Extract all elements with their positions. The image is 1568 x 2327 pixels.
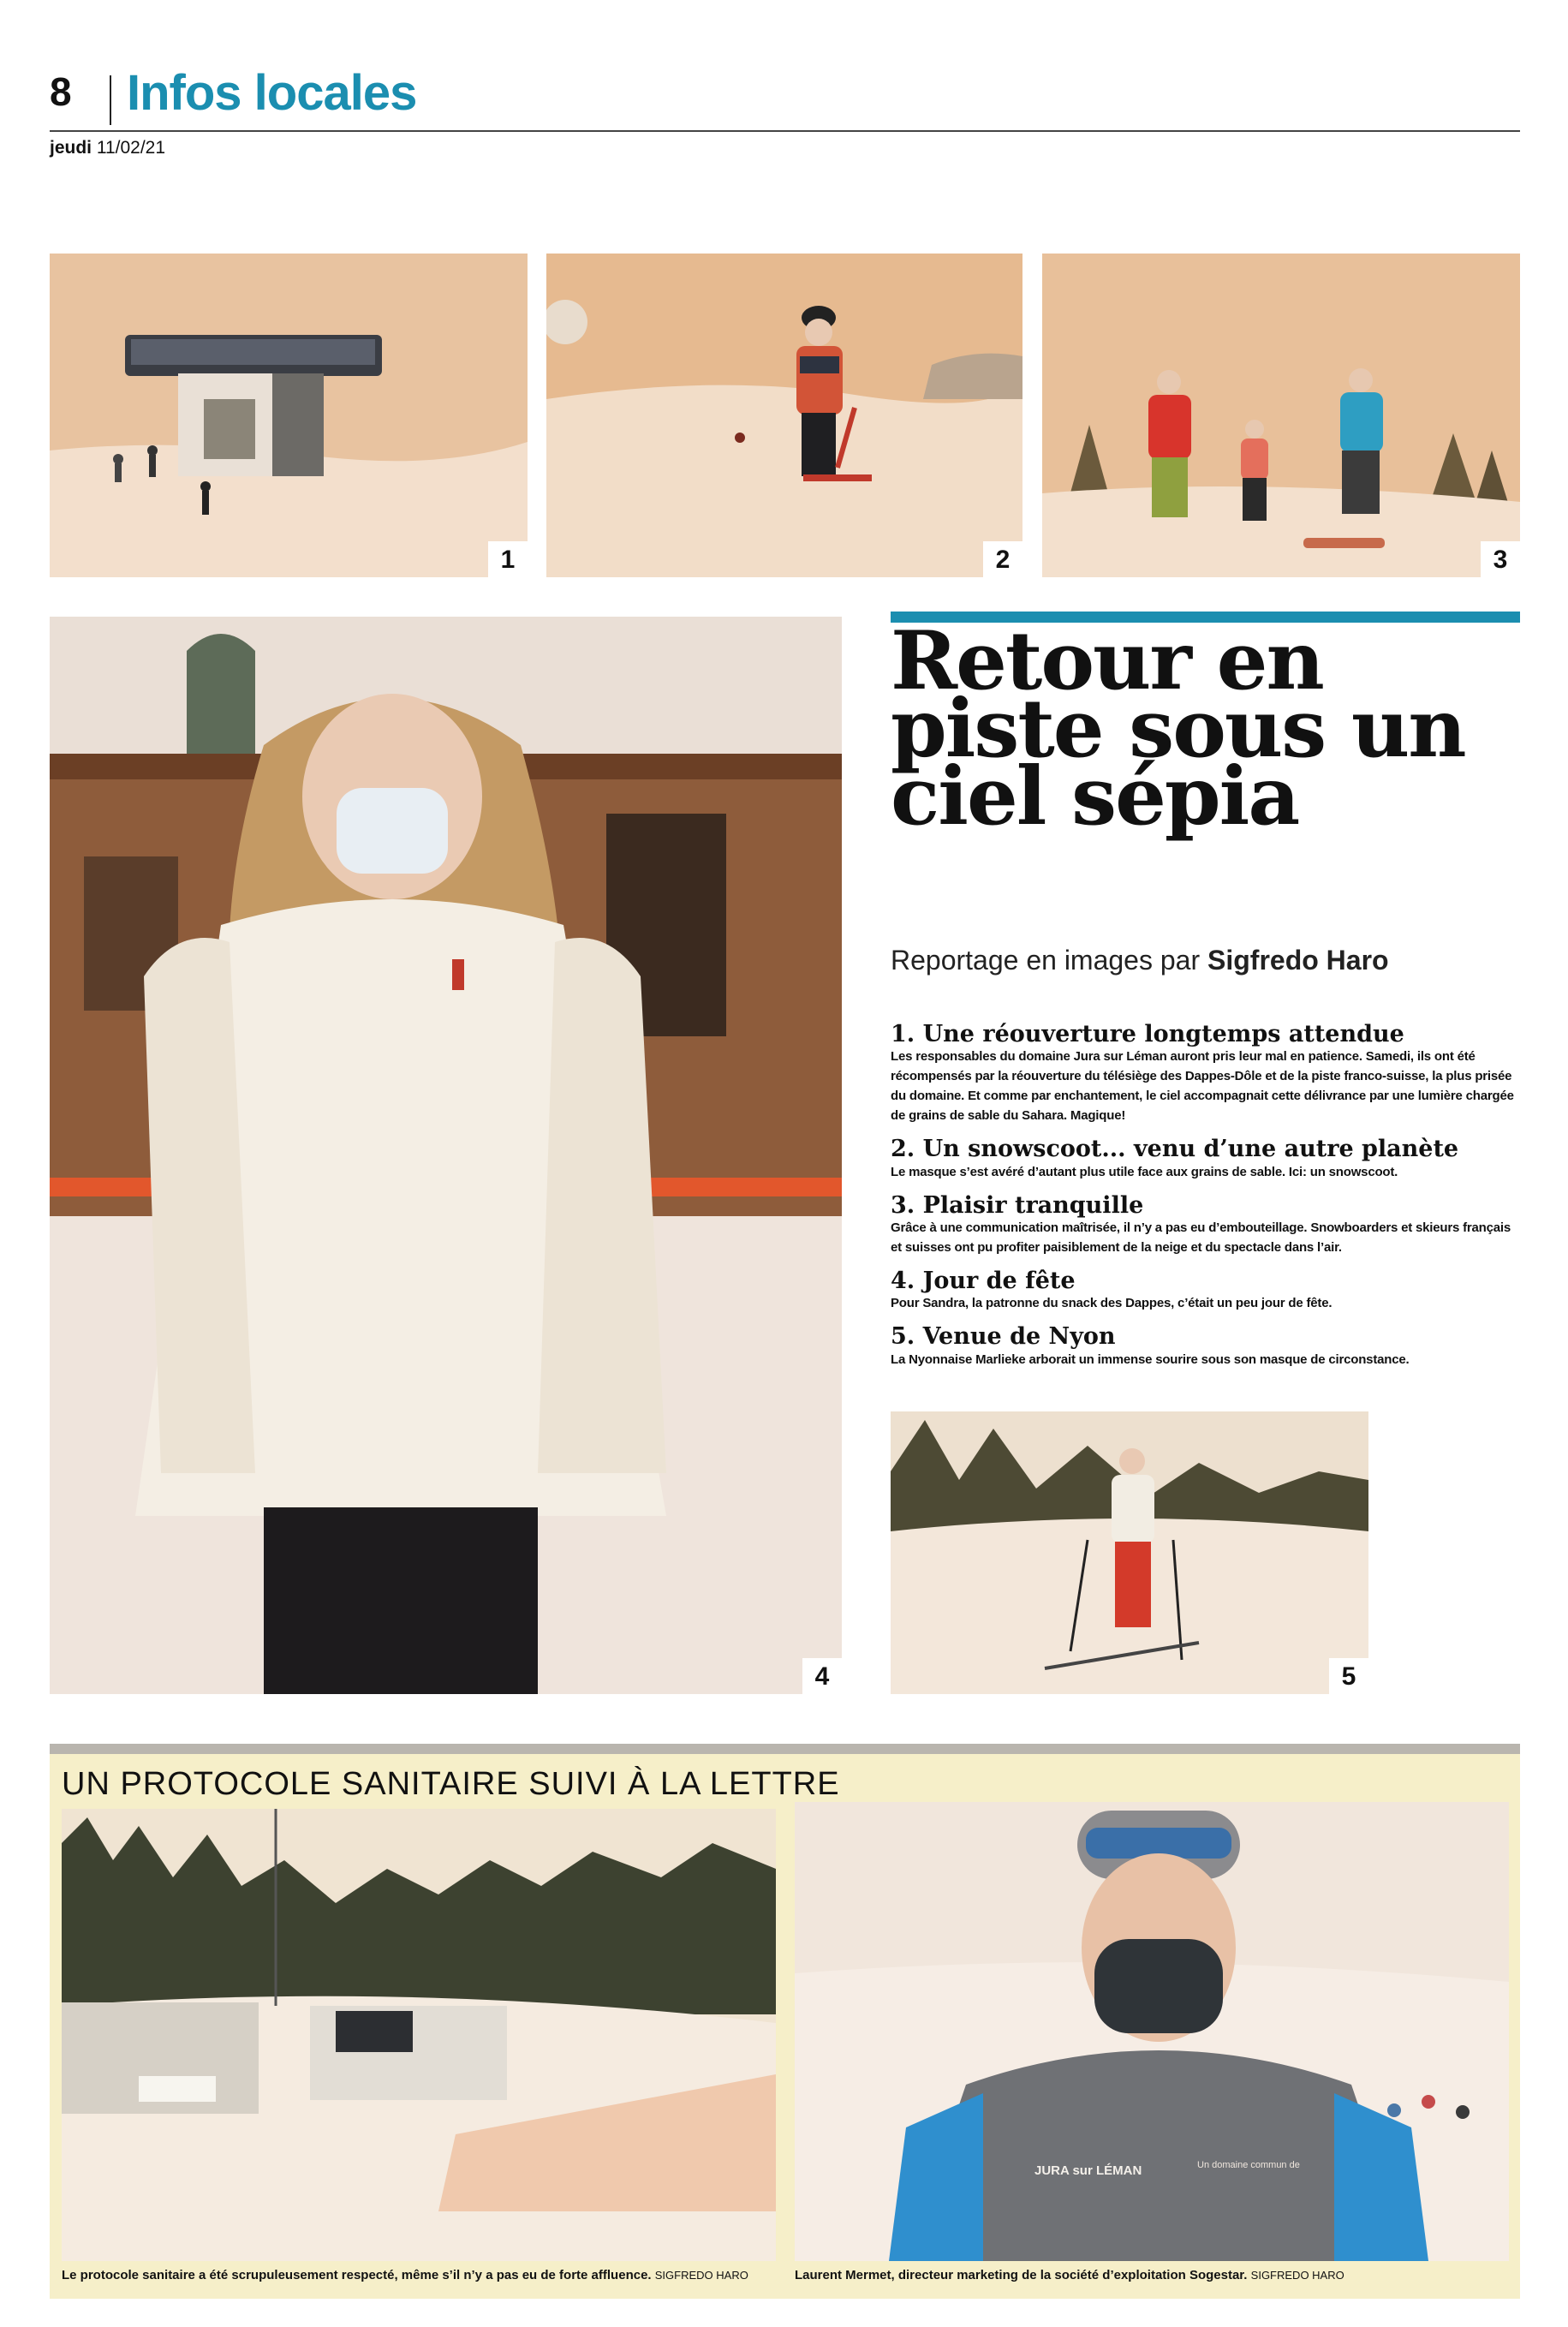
caption-1 [891, 1023, 1520, 1125]
byline [891, 946, 1389, 976]
box-caption-left [62, 2268, 776, 2283]
photo-2-number: 2 [983, 541, 1022, 577]
box-caption-left-text: Le protocole sanitaire a été scrupuleusement respecté, même s’il n’y a pas eu de forte affluence. [62, 2268, 652, 2282]
jacket-brand-text: JURA sur LÉMAN [1034, 2163, 1142, 2178]
photo-4-portrait [50, 617, 842, 1694]
box-caption-right [795, 2268, 1509, 2283]
photo-1-chairlift-station [50, 254, 528, 577]
caption-3 [891, 1191, 1520, 1257]
photo-4-image [50, 617, 842, 1694]
box-caption-right-text: Laurent Mermet, directeur marketing de la société d’exploitation Sogestar. [795, 2268, 1248, 2282]
section-title: Infos locales [127, 65, 417, 121]
box-credit-right: SIGFREDO HARO [1250, 2269, 1344, 2282]
byline-prefix: Reportage en images par [891, 945, 1201, 976]
photo-5-number: 5 [1329, 1658, 1368, 1694]
photo-4-number: 4 [802, 1658, 842, 1694]
caption-5 [891, 1325, 1520, 1369]
box-photo-left-lift [62, 1809, 776, 2261]
photo-5-image [891, 1411, 1368, 1694]
headline-line-2: piste sous un [891, 682, 1465, 776]
date-value: 11/02/21 [96, 138, 166, 158]
jacket-sub-text: Un domaine commun de [1197, 2160, 1300, 2170]
caption-5-text: La Nyonnaise Marlieke arborait un immense sourire sous son masque de circonstance. [891, 1351, 1410, 1367]
box-photo-right-portrait [795, 1802, 1509, 2261]
byline-author: Sigfredo Haro [1207, 945, 1389, 976]
caption-3-title: 3. Plaisir tranquille [891, 1191, 1144, 1219]
photo-2-snowscoot [546, 254, 1022, 577]
page-number: 8 [50, 69, 72, 114]
photo-3-number: 3 [1481, 541, 1520, 577]
photo-1-number: 1 [488, 541, 528, 577]
header-separator [110, 75, 111, 125]
caption-1-title: 1. Une réouverture longtemps attendue [891, 1021, 1404, 1047]
photo-5-skier [891, 1411, 1368, 1694]
caption-3-text: Grâce à une communication maîtrisée, il n’y a pas eu d’embouteillage. Snowboarders et skieurs français et suisses ont pu profiter paisiblement de la neige et du spectacle dans l’air. [891, 1220, 1511, 1256]
caption-4 [891, 1269, 1520, 1313]
box-title: UN PROTOCOLE SANITAIRE SUIVI À LA LETTRE [62, 1766, 840, 1802]
box-photo-left-image [62, 1809, 776, 2261]
header-rule [50, 130, 1520, 132]
photo-captions [891, 1023, 1520, 1381]
headline-line-1: Retour en [891, 614, 1323, 708]
caption-2-text: Le masque s’est avéré d’autant plus utile face aux grains de sable. Ici: un snowscoot. [891, 1164, 1398, 1179]
caption-2 [891, 1137, 1520, 1181]
photo-3-image [1042, 254, 1520, 577]
box-credit-left: SIGFREDO HARO [654, 2269, 748, 2282]
headline-line-3: ciel sépia [891, 749, 1299, 844]
issue-date [50, 139, 165, 157]
caption-2-title: 2. Un snowscoot... venu d’une autre planète [891, 1136, 1459, 1163]
photo-3-skiers [1042, 254, 1520, 577]
photo-2-image [546, 254, 1022, 577]
box-photo-right-image [795, 1802, 1509, 2261]
date-day: jeudi [50, 138, 92, 158]
caption-4-title: 4. Jour de fête [891, 1268, 1076, 1295]
article-headline [891, 614, 1520, 844]
caption-4-text: Pour Sandra, la patronne du snack des Dappes, c’était un peu jour de fête. [891, 1296, 1333, 1311]
caption-1-text: Les responsables du domaine Jura sur Léman auront pris leur mal en patience. Samedi, ils ont été récompensés par la réouverture du télésiège des Dappes-Dôle et de la piste franco-suisse, la plus prisée du domaine. Et comme par enchantement, le ciel accompagnait cette délivrance par une lumière chargée de grains de sable du Sahara. Magique! [891, 1049, 1514, 1124]
caption-5-title: 5. Venue de Nyon [891, 1323, 1116, 1351]
photo-1-image [50, 254, 528, 577]
box-top-rule [50, 1744, 1520, 1754]
